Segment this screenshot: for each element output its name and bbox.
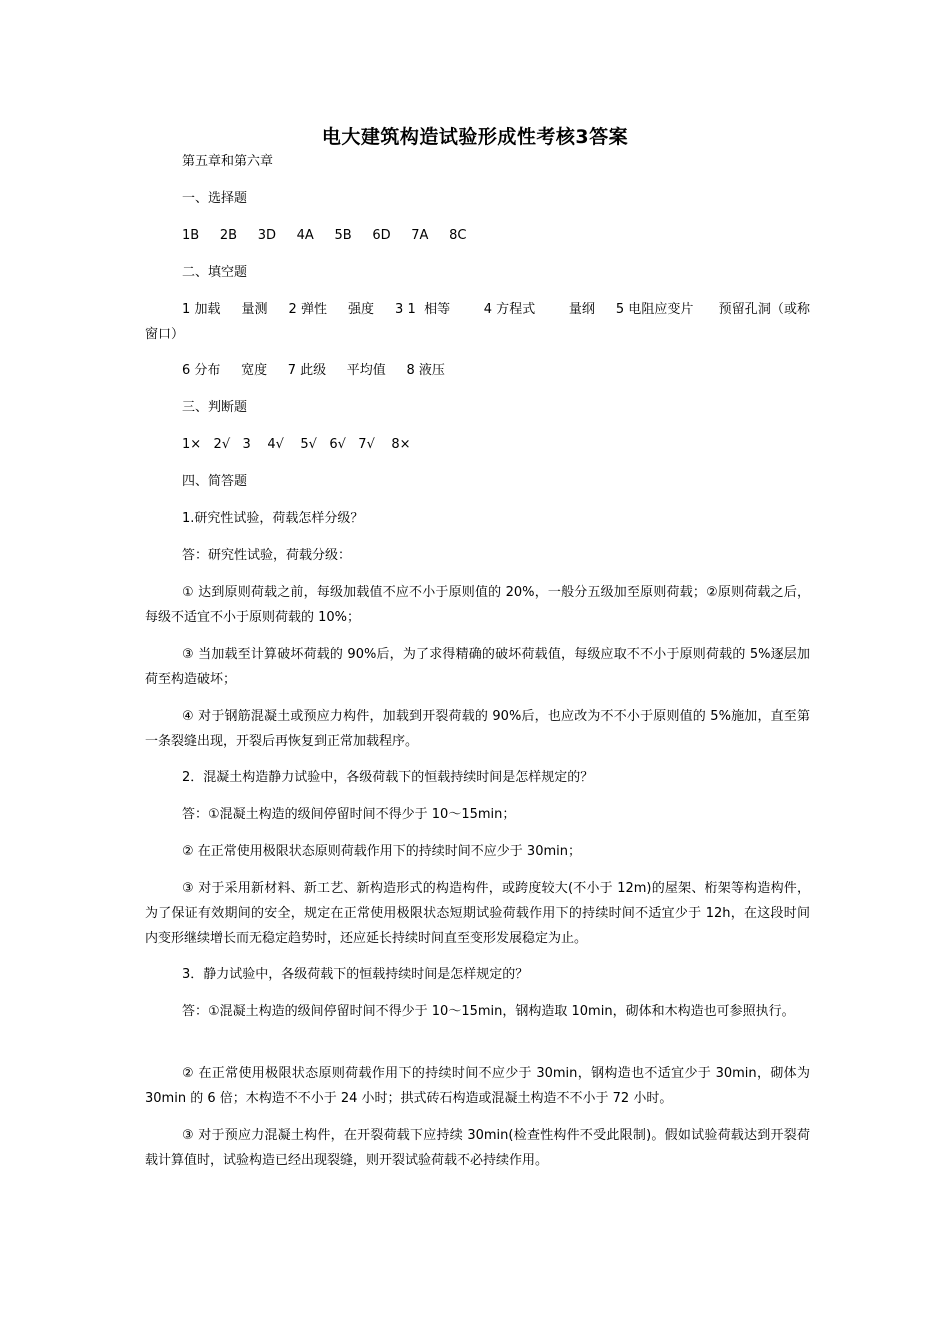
section-heading-short: 四、简答题 [182, 474, 248, 489]
answer-1-point-1: ① 达到原则荷载之前，每级加载值不应不小于原则值的 20%，一般分五级加至原则荷载；②原则荷载之后，每级不适宜不小于原则荷载的 10%； [145, 585, 810, 625]
answer-3-point-2: ② 在正常使用极限状态原则荷载作用下的持续时间不应少于 30min，钢构造也不适宜少于 30min，砌体为 30min 的 6 倍；木构造不不小于 24 小时；拱式砖石构造或混凝土构造不不小于 72 小时。 [145, 1066, 815, 1106]
judge-answers: 1× 2√ 3 4√ 5√ 6√ 7√ 8× [182, 437, 411, 452]
fill-answers-part2: 6 分布 宽度 7 此级 平均值 8 液压 [182, 363, 445, 378]
answer-1-point-3: ④ 对于钢筋混凝土或预应力构件，加载到开裂荷载的 90%后，也应改为不不小于原则值的 5%施加，直至第一条裂缝出现，开裂后再恢复到正常加载程序。 [145, 709, 810, 749]
answer-3-point-1: 答：①混凝土构造的级间停留时间不得少于 10～15min，钢构造取 10min，砌体和木构造也可参照执行。 [182, 1004, 795, 1019]
answer-2-point-1: 答：①混凝土构造的级间停留时间不得少于 10～15min； [182, 807, 516, 822]
answer-1-point-2: ③ 当加载至计算破坏荷载的 90%后，为了求得精确的破坏荷载值，每级应取不不小于原则荷载的 5%逐层加荷至构造破坏； [145, 647, 810, 687]
document-title: 电大建筑构造试验形成性考核3答案 [321, 126, 629, 148]
question-2: 2．混凝土构造静力试验中，各级荷载下的恒载持续时间是怎样规定的？ [182, 770, 594, 785]
fill-answers-part1: 1 加载 量测 2 弹性 强度 3 1 相等 4 方程式 量纲 5 电阻应变片 预留孔洞（或称窗口） [145, 302, 810, 342]
question-3: 3．静力试验中，各级荷载下的恒载持续时间是怎样规定的？ [182, 967, 529, 982]
answer-3-point-3: ③ 对于预应力混凝土构件，在开裂荷载下应持续 30min(检查性构件不受此限制)。假如试验荷载达到开裂荷载计算值时，试验构造已经出现裂缝，则开裂试验荷载不必持续作用。 [145, 1128, 810, 1168]
section-heading-choice: 一、选择题 [182, 191, 248, 206]
answer-2-point-3: ③ 对于采用新材料、新工艺、新构造形式的构造构件，或跨度较大(不小于 12m)的屋架、桁架等构造构件，为了保证有效期间的安全，规定在正常使用极限状态短期试验荷载作用下的持续时间不适宜少于 12h，在这段时间内变形继续增长而无稳定趋势时，还应延长持续时间直至变形发展稳定为止。 [145, 881, 810, 946]
answer-1-intro: 答：研究性试验，荷载分级： [182, 548, 352, 563]
question-1: 1.研究性试验，荷载怎样分级？ [182, 511, 364, 526]
section-heading-judge: 三、判断题 [182, 400, 248, 415]
answer-2-point-2: ② 在正常使用极限状态原则荷载作用下的持续时间不应少于 30min； [182, 844, 581, 859]
section-heading-fill: 二、填空题 [182, 265, 248, 280]
chapter-heading: 第五章和第六章 [182, 154, 274, 169]
choice-answers: 1B 2B 3D 4A 5B 6D 7A 8C [182, 228, 467, 243]
